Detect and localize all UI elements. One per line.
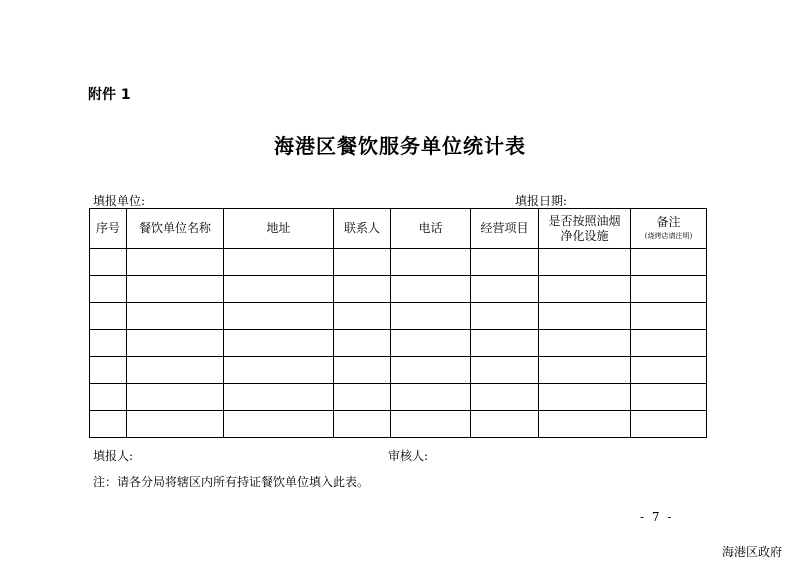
table-cell [334,276,391,303]
table-cell [391,411,471,438]
table-cell [391,357,471,384]
header-text: 备注 [656,215,681,229]
reviewer-label: 审核人: [388,449,429,463]
table-cell [471,249,539,276]
header-text: 地址 [266,221,291,235]
table-cell [391,303,471,330]
table-cell [539,330,631,357]
table-cell [224,411,334,438]
table-row [90,249,707,276]
table-cell [334,411,391,438]
header-text: 餐饮单位名称 [138,221,211,235]
table-cell [539,384,631,411]
table-cell [391,330,471,357]
table-cell [471,384,539,411]
table-cell [127,303,224,330]
header-cell [471,209,539,249]
table-row [90,276,707,303]
table-cell [631,411,707,438]
table-header-row [90,209,707,249]
page-number: - 7 - [640,510,674,524]
header-cell [334,209,391,249]
table-cell [90,330,127,357]
table-cell [391,276,471,303]
table-cell [127,384,224,411]
table-cell [631,249,707,276]
table-cell [224,384,334,411]
table-cell [224,357,334,384]
header-text: 电话 [418,221,443,235]
table-row [90,303,707,330]
table-cell [471,276,539,303]
table-cell [539,303,631,330]
table-cell [471,303,539,330]
table-cell [631,276,707,303]
header-cell [90,209,127,249]
table-cell [127,330,224,357]
header-cell [539,209,631,249]
table-cell [631,357,707,384]
table-cell [334,330,391,357]
header-text: 经营项目 [480,221,529,235]
table-cell [127,411,224,438]
statistics-table [89,208,707,438]
table-cell [127,357,224,384]
table-cell [391,249,471,276]
fill-date-label: 填报日期: [515,194,568,208]
table-row [90,411,707,438]
header-cell [391,209,471,249]
attachment-label: 附件 1 [88,87,131,103]
table-cell [539,411,631,438]
table-cell [127,249,224,276]
reporter-label: 填报人: [93,449,134,463]
table-cell [90,384,127,411]
table-cell [471,411,539,438]
table-cell [631,303,707,330]
table-cell [471,330,539,357]
table-cell [334,249,391,276]
table-cell [127,276,224,303]
table-cell [90,303,127,330]
table-cell [334,384,391,411]
header-text: 是否按照油烟 [548,213,621,228]
table-row [90,384,707,411]
table-row [90,330,707,357]
table-cell [631,330,707,357]
header-text: 联系人 [343,221,380,235]
table-cell [224,330,334,357]
page-title: 海港区餐饮服务单位统计表 [274,134,526,158]
table-cell [90,276,127,303]
remark-subtext: (烧烤店请注明) [644,232,693,240]
table-cell [539,276,631,303]
fill-unit-label: 填报单位: [93,194,146,208]
footer-org: 海港区政府 [722,545,783,559]
table-cell [539,249,631,276]
table-cell [631,384,707,411]
header-text: 序号 [95,221,120,235]
header-text-line2: 净化设施 [560,228,609,243]
table-cell [539,357,631,384]
table-cell [391,384,471,411]
table-row [90,357,707,384]
header-cell [224,209,334,249]
header-cell [127,209,224,249]
table-note: 注：请各分局将辖区内所有持证餐饮单位填入此表。 [93,475,370,489]
table-cell [90,411,127,438]
table-cell [471,357,539,384]
table-cell [334,357,391,384]
table-cell [90,357,127,384]
table-cell [334,303,391,330]
table-cell [224,249,334,276]
table-cell [224,303,334,330]
table-cell [90,249,127,276]
table-cell [224,276,334,303]
header-cell [631,209,707,249]
